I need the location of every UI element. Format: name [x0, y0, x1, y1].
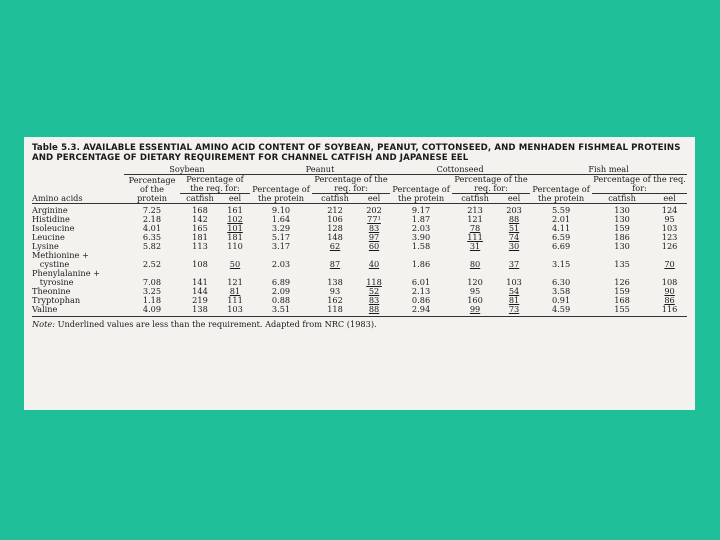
table-cell: 102: [227, 214, 243, 224]
header-catfish: catfish: [452, 194, 498, 204]
table-cell: 213: [467, 205, 483, 215]
table-cell: 101: [227, 223, 243, 233]
header-eel: eel: [498, 194, 530, 204]
table-note: [32, 316, 687, 329]
table-cell: 97: [368, 232, 380, 242]
table-cell: 4.01: [142, 223, 162, 233]
table-cell: 161: [227, 205, 243, 215]
table-cell: 2.03: [271, 259, 291, 269]
table-cell: 148: [327, 232, 343, 242]
column-header-row-1: [32, 175, 687, 194]
table-cell: 9.17: [411, 205, 431, 215]
header-catfish: catfish: [592, 194, 652, 204]
table-title: AVAILABLE ESSENTIAL AMINO ACID CONTENT OF SOYBEAN, PEANUT, COTTONSEED, AND MENHADEN FISHMEAL PROTEINS AND PERCENTAGE OF DIETARY REQUIREMENT FOR CHANNEL CATFISH AND JAPANESE EEL: [32, 143, 681, 163]
table-number: Table 5.3.: [32, 143, 80, 153]
table-row: [32, 305, 687, 314]
table-cell: 78: [469, 223, 481, 233]
amino-acid-name: Methionine +: [32, 250, 89, 260]
amino-acid-name: Leucine: [32, 232, 65, 242]
table-cell: 4.59: [551, 304, 571, 314]
table-cell: 202: [366, 205, 382, 215]
table-cell: 126: [661, 241, 678, 251]
header-eel: eel: [220, 194, 250, 204]
table-cell: 88: [508, 214, 520, 224]
amino-acid-name: Tryptophan: [32, 295, 81, 305]
group-peanut: Peanut: [250, 165, 390, 175]
note-text: Underlined values are less than the requirement. Adapted from NRC (1983).: [57, 319, 377, 329]
table-cell: 3.29: [271, 223, 291, 233]
table-cell: 37: [508, 259, 520, 269]
table-cell: 51: [508, 223, 520, 233]
table-cell: 130: [614, 205, 630, 215]
table-cell: 130: [614, 214, 630, 224]
table-cell: 86: [664, 295, 675, 305]
table-cell: 120: [467, 277, 483, 287]
table-cell: 6.30: [551, 277, 571, 287]
header-catfish: catfish: [180, 194, 220, 204]
table-cell: 4.09: [142, 304, 162, 314]
table-cell: 87: [329, 259, 341, 269]
table-cell: 155: [614, 304, 630, 314]
table-cell: 62: [329, 241, 341, 251]
table-cell: 80: [469, 259, 481, 269]
table-cell: 118: [366, 277, 382, 287]
table-row: [32, 251, 687, 260]
table-row: [32, 233, 687, 242]
table-cell: 5.17: [271, 232, 291, 242]
table-caption: [32, 143, 687, 163]
table-cell: 83: [368, 223, 380, 233]
table-row: [32, 269, 687, 278]
table-cell: 3.51: [271, 304, 291, 314]
header-eel: eel: [358, 194, 390, 204]
table-cell: 203: [506, 205, 522, 215]
table-cell: 111: [227, 295, 243, 305]
table-cell: 3.17: [271, 241, 291, 251]
table-cell: 160: [467, 295, 483, 305]
amino-acid-table: [32, 165, 687, 314]
table-cell: 159: [614, 223, 630, 233]
table-cell: 108: [192, 259, 208, 269]
table-cell: 2.03: [411, 223, 431, 233]
table-cell: 126: [614, 277, 630, 287]
table-cell: 5.82: [142, 241, 162, 251]
table-cell: 6.89: [271, 277, 291, 287]
table-cell: 130: [614, 241, 630, 251]
header-catfish: catfish: [312, 194, 358, 204]
header-amino-acids: Amino acids: [32, 193, 83, 203]
table-cell: 52: [368, 286, 380, 296]
amino-acid-name: Valine: [32, 304, 58, 314]
header-pct-protein-soybean: Percentage of the protein: [128, 175, 176, 203]
table-cell: 121: [227, 277, 243, 287]
header-pct-req-cottonseed: Percentage of the req. for:: [454, 174, 528, 193]
table-cell: 50: [229, 259, 241, 269]
table-cell: 103: [506, 277, 522, 287]
table-cell: 2.01: [551, 214, 571, 224]
table-cell: 118: [327, 304, 343, 314]
table-cell: 124: [661, 205, 678, 215]
group-fish-meal: Fish meal: [530, 165, 687, 175]
table-cell: 121: [467, 214, 483, 224]
table-cell: 70: [664, 259, 675, 269]
table-cell: 111: [467, 232, 483, 242]
table-cell: 83: [368, 295, 380, 305]
table-cell: 2.13: [411, 286, 431, 296]
amino-acid-name: Isoleucine: [32, 223, 75, 233]
table-row: [32, 224, 687, 233]
table-cell: 88: [368, 304, 380, 314]
table-cell: 81: [508, 295, 520, 305]
table-cell: 103: [227, 304, 243, 314]
table-cell: 181: [227, 232, 243, 242]
header-pct-protein-cottonseed: Percentage of the protein: [392, 184, 450, 203]
table-cell: 74: [508, 232, 520, 242]
table-cell: 110: [227, 241, 243, 251]
table-body: [32, 206, 687, 314]
amino-acid-name: Lysine: [32, 241, 59, 251]
table-cell: 2.09: [271, 286, 291, 296]
table-row: [32, 242, 687, 251]
table-cell: 54: [508, 286, 520, 296]
table-cell: 181: [192, 232, 208, 242]
table-cell: 93: [329, 286, 341, 296]
table-cell: 219: [192, 295, 208, 305]
table-cell: 77¹: [367, 214, 381, 224]
table-cell: 90: [664, 286, 675, 296]
amino-acid-name: tyrosine: [32, 277, 74, 287]
table-cell: 141: [192, 277, 208, 287]
table-cell: 81: [229, 286, 241, 296]
header-pct-req-peanut: Percentage of the req. for:: [314, 174, 388, 193]
table-cell: 6.69: [551, 241, 571, 251]
table-cell: 116: [661, 304, 678, 314]
group-cottonseed: Cottonseed: [390, 165, 530, 175]
table-row: [32, 278, 687, 287]
table-cell: 1.86: [411, 259, 431, 269]
table-cell: 123: [661, 232, 678, 242]
table-cell: 0.86: [411, 295, 431, 305]
table-cell: 1.87: [411, 214, 431, 224]
table-cell: 2.94: [411, 304, 431, 314]
table-cell: 186: [614, 232, 630, 242]
table-cell: 99: [469, 304, 481, 314]
table-cell: 108: [661, 277, 678, 287]
table-cell: 144: [192, 286, 208, 296]
table-cell: 106: [327, 214, 343, 224]
table-cell: 142: [192, 214, 208, 224]
table-cell: 6.01: [411, 277, 431, 287]
table-cell: 3.58: [551, 286, 571, 296]
table-cell: 1.58: [411, 241, 431, 251]
table-cell: 6.35: [142, 232, 162, 242]
amino-acid-name: Histidine: [32, 214, 70, 224]
table-cell: 138: [192, 304, 208, 314]
amino-acid-name: Theonine: [32, 286, 71, 296]
table-sheet: [24, 137, 695, 410]
table-cell: 3.25: [142, 286, 162, 296]
table-cell: 30: [508, 241, 520, 251]
table-cell: 6.59: [551, 232, 571, 242]
table-row: [32, 287, 687, 296]
table-cell: 168: [192, 205, 208, 215]
table-row: [32, 296, 687, 305]
amino-acid-name: cystine: [32, 259, 70, 269]
table-cell: 60: [368, 241, 380, 251]
table-cell: 9.10: [271, 205, 291, 215]
table-cell: 162: [327, 295, 343, 305]
header-pct-protein-fishmeal: Percentage of the protein: [532, 184, 590, 203]
table-cell: 0.91: [551, 295, 571, 305]
header-pct-req-fishmeal: Percentage of the req. for:: [593, 174, 686, 193]
group-soybean: Soybean: [124, 165, 250, 175]
table-cell: 7.25: [142, 205, 162, 215]
amino-acid-name: Arginine: [32, 205, 68, 215]
table-cell: 4.11: [551, 223, 571, 233]
table-cell: 5.59: [551, 205, 571, 215]
amino-acid-name: Phenylalanine +: [32, 268, 100, 278]
table-cell: 1.64: [271, 214, 291, 224]
table-cell: 31: [469, 241, 481, 251]
table-row: [32, 215, 687, 224]
table-cell: 95: [664, 214, 675, 224]
table-cell: 95: [469, 286, 481, 296]
table-cell: 2.18: [142, 214, 162, 224]
table-cell: 165: [192, 223, 208, 233]
note-label: Note:: [32, 319, 55, 329]
header-pct-req-soybean: Percentage of the req. for:: [186, 174, 244, 193]
table-cell: 103: [661, 223, 678, 233]
table-cell: 73: [508, 304, 520, 314]
table-row: [32, 260, 687, 269]
header-pct-protein-peanut: Percentage of the protein: [252, 184, 310, 203]
header-eel: eel: [652, 194, 687, 204]
table-cell: 1.18: [142, 295, 162, 305]
table-cell: 3.15: [551, 259, 571, 269]
table-cell: 168: [614, 295, 630, 305]
table-cell: 113: [192, 241, 208, 251]
table-cell: 135: [614, 259, 630, 269]
table-row: [32, 206, 687, 215]
table-cell: 2.52: [142, 259, 162, 269]
table-cell: 128: [327, 223, 343, 233]
table-cell: 159: [614, 286, 630, 296]
table-cell: 0.88: [271, 295, 291, 305]
table-cell: 7.08: [142, 277, 162, 287]
table-cell: 3.90: [411, 232, 431, 242]
table-cell: 40: [368, 259, 380, 269]
table-cell: 212: [327, 205, 343, 215]
table-cell: 138: [327, 277, 343, 287]
